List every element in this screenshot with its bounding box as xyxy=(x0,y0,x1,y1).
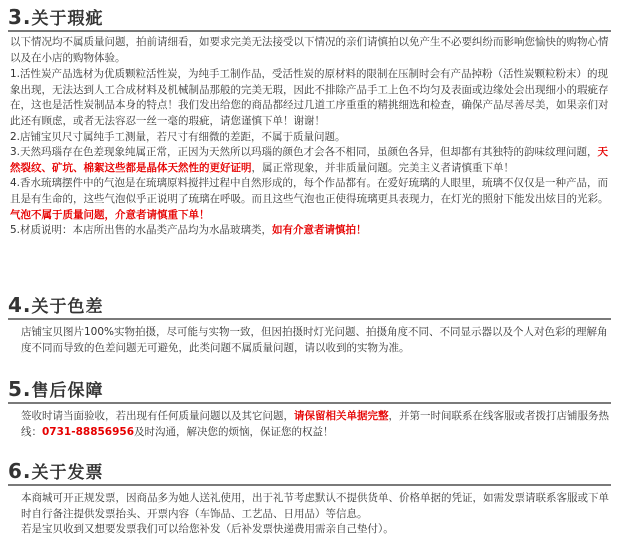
section-number: 3. xyxy=(8,5,32,29)
hotline-number: 0731-88856956 xyxy=(42,425,135,438)
section-title xyxy=(8,292,611,320)
section-heading: 售后保障 xyxy=(31,381,104,401)
item-3-highlight: 天然裂纹、矿坑、棉絮这些都是晶体天然性的更好证明 xyxy=(10,146,609,174)
section-heading: 关于瑕疵 xyxy=(31,9,104,29)
section-body xyxy=(0,320,619,356)
section-number: 4. xyxy=(8,293,32,317)
intro-paragraph: 以下情况均不属质量问题，拍前请细看，如要求完美无法接受以下情况的亲们请慎拍以免产生不必要纠纷而影响您愉快的购物心情以及在小店的购物体验。 xyxy=(10,36,609,64)
section-body xyxy=(0,486,619,538)
after-sales-text: 签收时请当面验收，若出现有任何质量问题以及其它问题， xyxy=(21,410,294,422)
section-number: 6. xyxy=(8,459,32,483)
invoice-paragraph: 本商城可开正规发票，因商品多为她人送礼使用，出于礼节考虑默认不提供货单、价格单据的凭证，如需发票请联系客服或下单时自行备注提供发票抬头、开票内容（车饰品、工艺品、日用品）等信息。 xyxy=(21,492,609,520)
section-heading: 关于发票 xyxy=(31,463,104,483)
section-color-difference xyxy=(0,292,619,356)
item-4 xyxy=(10,176,609,223)
section-heading: 关于色差 xyxy=(31,297,104,317)
color-paragraph: 店铺宝贝图片100%实物拍摄，尽可能与实物一致，但因拍摄时灯光问题、拍摄角度不同、不同显示器以及个人对色彩的理解角度不同而导致的色差问题无可避免，此类问题不属质量问题，请以收到的实物为准。 xyxy=(21,326,608,354)
item-5 xyxy=(10,223,609,239)
item-1: 1.活性炭产品选材为优质颗粒活性炭，为纯手工制作品，受活性炭的原材料的限制在压制时会有产品掉粉（活性炭颗粒粉末）的现象出现，无法达到人工合成材料及机械制品那般的完美无瑕，因此不排除产品手工上色不均匀及表面或边缘处会出现细小的瑕疵存在，这也是活性炭制品本身的特点！我们发出给您的商品都经过几道工序重重的精挑细选和检查，确保产品尽善尽美，如果亲们对此还有顾虑，或者无法容忍一丝一毫的瑕疵，请您谨慎下单！谢谢！ xyxy=(10,68,609,127)
item-2: 2.店铺宝贝尺寸属纯手工测量，若尺寸有细微的差距，不属于质量问题。 xyxy=(10,130,346,143)
section-body xyxy=(0,404,619,440)
section-defects xyxy=(0,4,619,239)
section-after-sales xyxy=(0,376,619,440)
section-title xyxy=(8,376,611,404)
item-3-text-end: ，属正常现象，并非质量问题。完美主义者请慎重下单！ xyxy=(251,161,514,174)
item-5-text: 5.材质说明：本店所出售的水晶类产品均为水晶玻璃类， xyxy=(10,224,273,237)
after-sales-text-end: 及时沟通，解决您的烦恼，保证您的权益！ xyxy=(134,425,334,438)
keep-documents-highlight: 请保留相关单据完整 xyxy=(294,410,389,422)
section-title xyxy=(8,458,611,486)
item-5-highlight: 如有介意者请慎拍！ xyxy=(272,224,367,237)
section-invoice xyxy=(0,458,619,538)
section-title xyxy=(8,4,611,32)
section-body xyxy=(0,32,619,239)
after-sales-paragraph xyxy=(21,409,609,440)
section-number: 5. xyxy=(8,377,32,401)
item-3-text: 3.天然玛瑙存在色差现象纯属正常，正因为天然所以玛瑙的颜色才会各不相同，虽颜色各异，但却都有其独特的韵味纹理问题， xyxy=(10,146,598,159)
invoice-reissue-paragraph: 若是宝贝收到又想要发票我们可以给您补发（后补发票快递费用需亲自己垫付）。 xyxy=(21,523,394,536)
after-sales-text-mid: ，并第一时间联系在线客服或者拨打店铺服务热线： xyxy=(21,410,609,438)
item-4-text: 4.香水琉璃摆件中的气泡是在琉璃原料搅拌过程中自然形成的，每个作品都有。在爱好琉璃的人眼里，琉璃不仅仅是一种产品，而且是有生命的，这些气泡似乎正说明了琉璃在呼吸。而且这些气泡也正使得琉璃更具表现力，在灯光的照射下能发出炫目的光彩。 xyxy=(10,177,609,205)
item-4-highlight: 气泡不属于质量问题，介意者请慎重下单！ xyxy=(10,208,210,221)
item-3 xyxy=(10,145,609,176)
